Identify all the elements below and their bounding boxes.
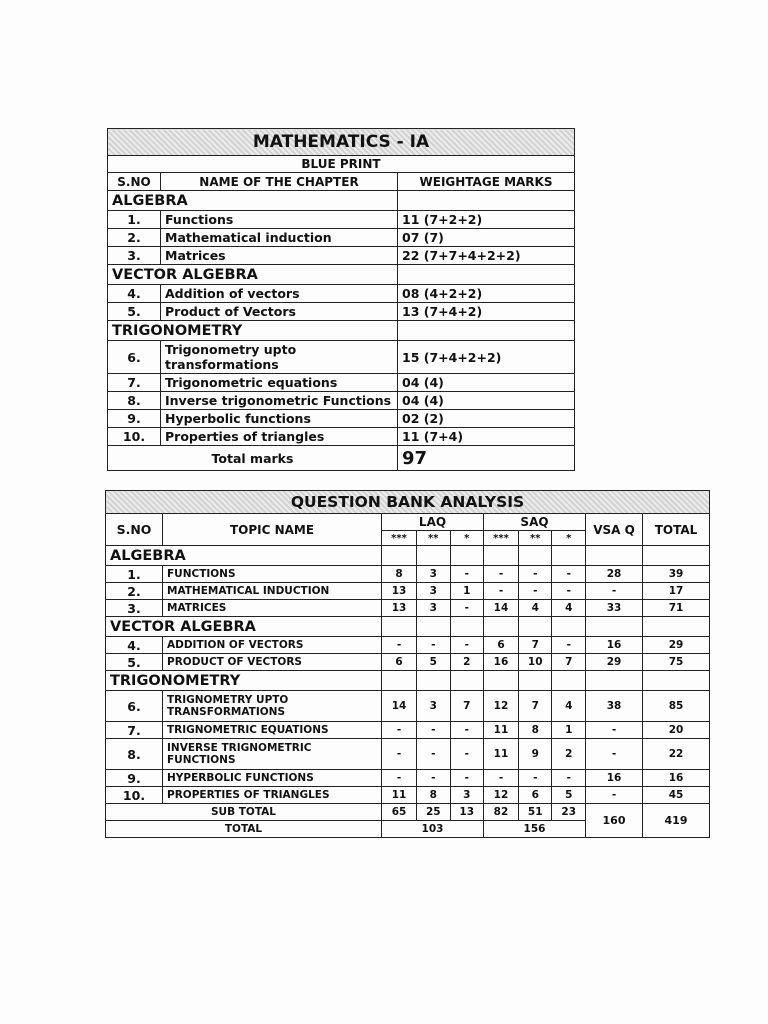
table-row	[108, 374, 575, 392]
row-value: 28	[586, 566, 643, 583]
subtotal-cell: 25	[417, 804, 450, 821]
table-row	[108, 285, 575, 303]
row-sno: 2.	[108, 229, 161, 247]
row-value: -	[382, 637, 417, 654]
row-value: -	[450, 722, 483, 739]
total-marks-value: 97	[398, 446, 575, 471]
row-value: 39	[643, 566, 710, 583]
blank-cell	[450, 546, 483, 566]
row-value: 3	[417, 566, 450, 583]
blank-cell	[519, 671, 552, 691]
blank-cell	[483, 546, 518, 566]
subtotal-cell: 82	[483, 804, 518, 821]
blank-cell	[643, 671, 710, 691]
row-value: -	[519, 770, 552, 787]
row-sno: 7.	[106, 722, 163, 739]
row-value: 9	[519, 739, 552, 770]
row-value: 14	[483, 600, 518, 617]
row-value: 71	[643, 600, 710, 617]
table-row	[108, 211, 575, 229]
blank-cell	[552, 671, 586, 691]
row-sno: 7.	[108, 374, 161, 392]
row-value: 17	[643, 583, 710, 600]
blank-cell	[483, 617, 518, 637]
header-sno: S.NO	[108, 173, 161, 191]
row-chapter: Trigonometric equations	[161, 374, 398, 392]
row-value: -	[450, 770, 483, 787]
row-topic: ADDITION OF VECTORS	[163, 637, 382, 654]
row-marks: 07 (7)	[398, 229, 575, 247]
row-value: -	[417, 739, 450, 770]
section-trigonometry: TRIGONOMETRY	[106, 671, 382, 691]
blank-cell	[382, 671, 417, 691]
row-value: 33	[586, 600, 643, 617]
row-value: 11	[483, 722, 518, 739]
subtotal-cell: 23	[552, 804, 586, 821]
section-algebra: ALGEBRA	[108, 191, 398, 211]
row-marks: 02 (2)	[398, 410, 575, 428]
row-value: 29	[586, 654, 643, 671]
row-chapter: Mathematical induction	[161, 229, 398, 247]
row-value: 7	[519, 691, 552, 722]
total-marks-label: Total marks	[108, 446, 398, 471]
row-value: -	[450, 600, 483, 617]
row-marks: 04 (4)	[398, 374, 575, 392]
table-row	[106, 770, 710, 787]
table-row	[108, 341, 575, 374]
row-sno: 5.	[108, 303, 161, 321]
row-topic: FUNCTIONS	[163, 566, 382, 583]
row-topic: TRIGNOMETRY UPTO TRANSFORMATIONS	[163, 691, 382, 722]
row-value: -	[417, 770, 450, 787]
section-algebra: ALGEBRA	[106, 546, 382, 566]
row-sno: 2.	[106, 583, 163, 600]
row-value: 8	[519, 722, 552, 739]
table-row	[108, 303, 575, 321]
row-value: -	[519, 566, 552, 583]
header-total: TOTAL	[643, 514, 710, 546]
row-sno: 10.	[106, 787, 163, 804]
blank-cell	[643, 617, 710, 637]
blank-cell	[552, 617, 586, 637]
header-sno: S.NO	[106, 514, 163, 546]
subtotal-cell: 51	[519, 804, 552, 821]
blank-cell	[398, 265, 575, 285]
row-value: 12	[483, 787, 518, 804]
row-value: -	[586, 583, 643, 600]
row-value: 6	[382, 654, 417, 671]
row-value: 8	[382, 566, 417, 583]
stars-header: **	[417, 531, 450, 546]
table-row	[106, 787, 710, 804]
table-row	[108, 428, 575, 446]
total-label: TOTAL	[106, 821, 382, 838]
table-row	[108, 229, 575, 247]
row-sno: 8.	[106, 739, 163, 770]
section-vector-algebra: VECTOR ALGEBRA	[108, 265, 398, 285]
row-value: 5	[417, 654, 450, 671]
blank-cell	[519, 617, 552, 637]
blueprint-subtitle: BLUE PRINT	[108, 156, 575, 173]
row-value: 16	[643, 770, 710, 787]
blank-cell	[519, 546, 552, 566]
blank-cell	[398, 321, 575, 341]
row-value: -	[382, 770, 417, 787]
row-sno: 6.	[106, 691, 163, 722]
row-marks: 11 (7+2+2)	[398, 211, 575, 229]
row-sno: 5.	[106, 654, 163, 671]
row-value: -	[382, 722, 417, 739]
blank-cell	[417, 671, 450, 691]
row-sno: 8.	[108, 392, 161, 410]
row-chapter: Functions	[161, 211, 398, 229]
row-value: -	[483, 583, 518, 600]
row-marks: 13 (7+4+2)	[398, 303, 575, 321]
table-row	[106, 739, 710, 770]
row-marks: 08 (4+2+2)	[398, 285, 575, 303]
blank-cell	[382, 546, 417, 566]
row-value: 3	[417, 600, 450, 617]
blank-cell	[586, 546, 643, 566]
row-value: 3	[417, 583, 450, 600]
row-chapter: Product of Vectors	[161, 303, 398, 321]
qbank-title: QUESTION BANK ANALYSIS	[106, 491, 710, 514]
row-sno: 10.	[108, 428, 161, 446]
row-sno: 9.	[106, 770, 163, 787]
row-value: 7	[450, 691, 483, 722]
row-value: 4	[552, 691, 586, 722]
row-value: 8	[417, 787, 450, 804]
row-value: 85	[643, 691, 710, 722]
table-row	[108, 392, 575, 410]
row-value: 13	[382, 583, 417, 600]
stars-header: ***	[483, 531, 518, 546]
row-value: -	[417, 722, 450, 739]
row-topic: PROPERTIES OF TRIANGLES	[163, 787, 382, 804]
table-row	[106, 583, 710, 600]
stars-header: ***	[382, 531, 417, 546]
blank-cell	[483, 671, 518, 691]
row-chapter: Trigonometry upto transformations	[161, 341, 398, 374]
row-value: 3	[450, 787, 483, 804]
row-sno: 9.	[108, 410, 161, 428]
header-saq: SAQ	[483, 514, 585, 531]
row-value: -	[450, 566, 483, 583]
row-value: -	[552, 566, 586, 583]
stars-header: *	[450, 531, 483, 546]
row-sno: 1.	[108, 211, 161, 229]
header-laq: LAQ	[382, 514, 484, 531]
blank-cell	[398, 191, 575, 211]
row-value: 14	[382, 691, 417, 722]
row-sno: 6.	[108, 341, 161, 374]
blank-cell	[586, 617, 643, 637]
row-value: -	[450, 637, 483, 654]
row-chapter: Hyperbolic functions	[161, 410, 398, 428]
subtotal-label: SUB TOTAL	[106, 804, 382, 821]
table-row	[106, 722, 710, 739]
table-row	[108, 410, 575, 428]
row-value: 6	[519, 787, 552, 804]
row-value: -	[450, 739, 483, 770]
blank-cell	[417, 617, 450, 637]
row-value: -	[483, 770, 518, 787]
subtotal-cell: 65	[382, 804, 417, 821]
row-marks: 22 (7+7+4+2+2)	[398, 247, 575, 265]
blank-cell	[552, 546, 586, 566]
row-value: 22	[643, 739, 710, 770]
row-value: -	[552, 770, 586, 787]
section-vector-algebra: VECTOR ALGEBRA	[106, 617, 382, 637]
row-sno: 4.	[108, 285, 161, 303]
row-chapter: Matrices	[161, 247, 398, 265]
question-bank-table	[105, 490, 710, 838]
row-value: -	[519, 583, 552, 600]
blank-cell	[450, 617, 483, 637]
table-row	[106, 637, 710, 654]
row-topic: TRIGNOMETRIC EQUATIONS	[163, 722, 382, 739]
subtotal-cell: 13	[450, 804, 483, 821]
stars-header: *	[552, 531, 586, 546]
table-row	[108, 247, 575, 265]
row-marks: 04 (4)	[398, 392, 575, 410]
row-value: 45	[643, 787, 710, 804]
row-chapter: Inverse trigonometric Functions	[161, 392, 398, 410]
row-value: -	[552, 583, 586, 600]
blank-cell	[586, 671, 643, 691]
blank-cell	[450, 671, 483, 691]
row-value: -	[586, 739, 643, 770]
blank-cell	[382, 617, 417, 637]
header-weightage: WEIGHTAGE MARKS	[398, 173, 575, 191]
row-sno: 1.	[106, 566, 163, 583]
row-topic: HYPERBOLIC FUNCTIONS	[163, 770, 382, 787]
blueprint-title: MATHEMATICS - IA	[108, 129, 575, 156]
row-value: 12	[483, 691, 518, 722]
row-topic: INVERSE TRIGNOMETRIC FUNCTIONS	[163, 739, 382, 770]
row-value: -	[552, 637, 586, 654]
row-value: 7	[519, 637, 552, 654]
row-value: 1	[552, 722, 586, 739]
row-sno: 3.	[106, 600, 163, 617]
row-value: 3	[417, 691, 450, 722]
row-topic: MATRICES	[163, 600, 382, 617]
row-value: -	[586, 787, 643, 804]
row-value: 29	[643, 637, 710, 654]
header-vsa: VSA Q	[586, 514, 643, 546]
row-value: 4	[519, 600, 552, 617]
row-value: 7	[552, 654, 586, 671]
row-value: 16	[483, 654, 518, 671]
row-topic: PRODUCT OF VECTORS	[163, 654, 382, 671]
row-value: 2	[552, 739, 586, 770]
total-vsa: 160	[586, 804, 643, 838]
row-marks: 15 (7+4+2+2)	[398, 341, 575, 374]
table-row	[106, 566, 710, 583]
blueprint-table	[107, 128, 575, 471]
table-row	[106, 691, 710, 722]
row-value: 10	[519, 654, 552, 671]
row-value: 1	[450, 583, 483, 600]
row-chapter: Addition of vectors	[161, 285, 398, 303]
row-sno: 4.	[106, 637, 163, 654]
total-saq: 156	[483, 821, 585, 838]
row-value: -	[586, 722, 643, 739]
total-laq: 103	[382, 821, 484, 838]
total-grand: 419	[643, 804, 710, 838]
row-value: 11	[483, 739, 518, 770]
row-value: 5	[552, 787, 586, 804]
blank-cell	[643, 546, 710, 566]
row-value: -	[417, 637, 450, 654]
stars-header: **	[519, 531, 552, 546]
table-row	[106, 600, 710, 617]
row-value: -	[382, 739, 417, 770]
section-trigonometry: TRIGONOMETRY	[108, 321, 398, 341]
row-topic: MATHEMATICAL INDUCTION	[163, 583, 382, 600]
row-value: 2	[450, 654, 483, 671]
row-marks: 11 (7+4)	[398, 428, 575, 446]
row-value: 38	[586, 691, 643, 722]
row-value: 20	[643, 722, 710, 739]
row-sno: 3.	[108, 247, 161, 265]
table-row	[106, 654, 710, 671]
row-value: 16	[586, 637, 643, 654]
row-chapter: Properties of triangles	[161, 428, 398, 446]
header-chapter: NAME OF THE CHAPTER	[161, 173, 398, 191]
blank-cell	[417, 546, 450, 566]
row-value: 11	[382, 787, 417, 804]
row-value: 6	[483, 637, 518, 654]
row-value: 75	[643, 654, 710, 671]
row-value: 16	[586, 770, 643, 787]
row-value: -	[483, 566, 518, 583]
row-value: 4	[552, 600, 586, 617]
row-value: 13	[382, 600, 417, 617]
header-topic: TOPIC NAME	[163, 514, 382, 546]
